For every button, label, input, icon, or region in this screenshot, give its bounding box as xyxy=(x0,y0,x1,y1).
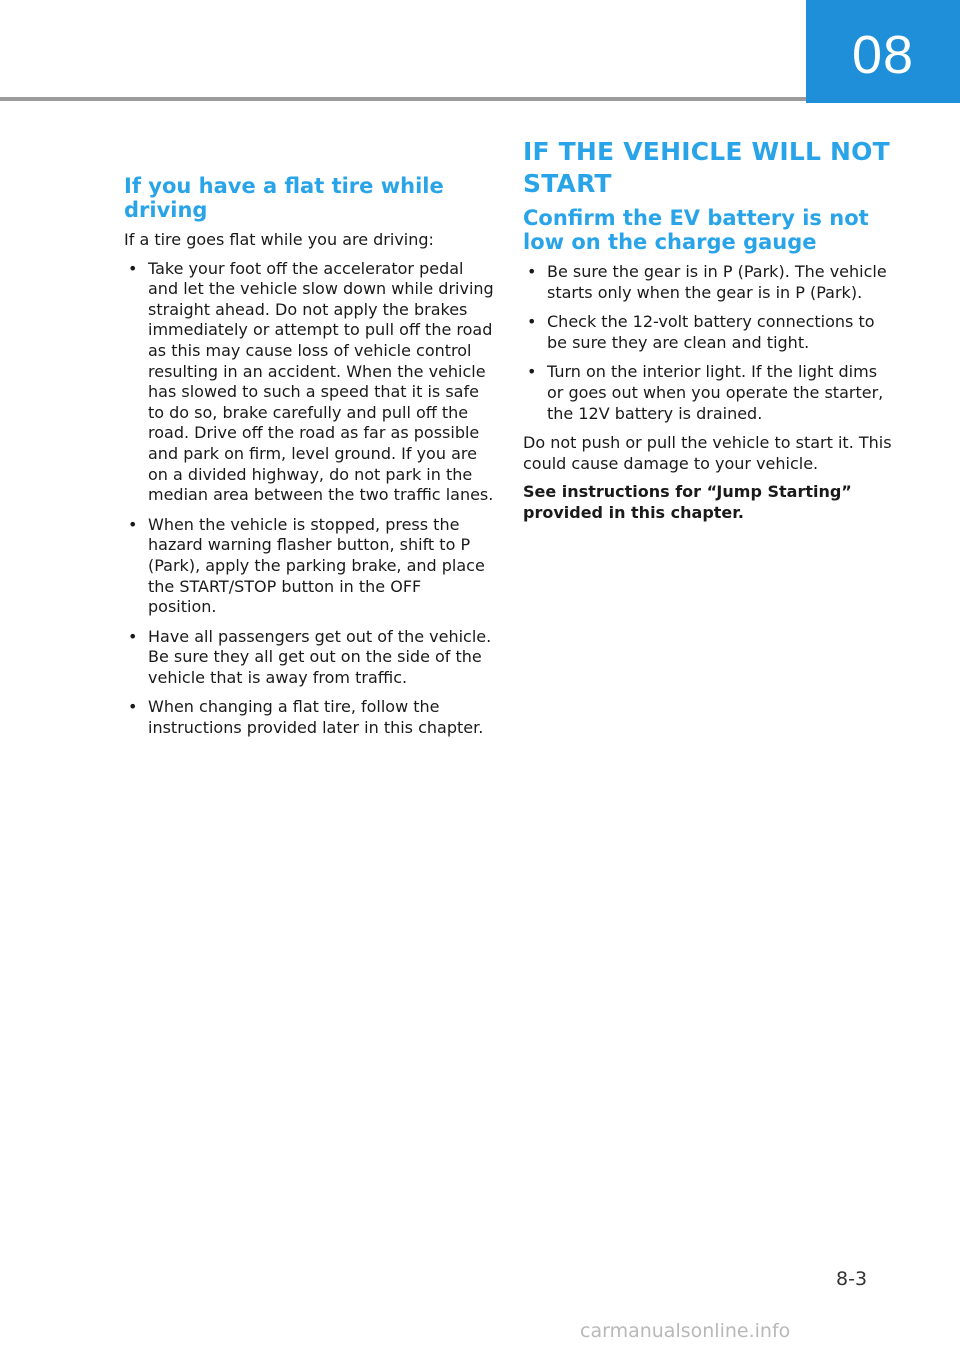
jump-start-reference: See instructions for “Jump Starting” provided in this chapter. xyxy=(523,482,852,522)
section-heading-flat-tire: If you have a flat tire while driving xyxy=(124,174,444,222)
list-item: • Have all passengers get out of the vehicle. Be sure they all get out on the side of the vehicle that is away from traffic. xyxy=(128,626,492,687)
header-rule xyxy=(0,97,806,101)
bullet-icon: • xyxy=(128,258,138,278)
right-column xyxy=(523,136,893,532)
list-item: • When changing a flat tire, follow the instructions provided later in this chapter. xyxy=(128,697,484,738)
list-item: • Take your foot off the accelerator pedal and let the vehicle slow down while driving straight ahead. Do not apply the brakes immediately or attempt to pull off the road as this may cause loss of vehicle control resulting in an accident. When the vehicle has slowed to such a speed that it is safe to do so, brake carefully and pull off the road. Drive off the road as far as possible and park on firm, level ground. If you are on a divided highway, do not park in the median area between the two traffic lanes. xyxy=(128,258,494,505)
left-column xyxy=(124,174,494,748)
bullet-icon: • xyxy=(128,697,138,717)
bullet-icon: • xyxy=(527,262,537,281)
bullet-icon: • xyxy=(527,362,537,382)
section-title-will-not-start: IF THE VEHICLE WILL NOT START xyxy=(523,137,890,198)
bullet-icon: • xyxy=(527,312,537,332)
warning-note: Do not push or pull the vehicle to start it. This could cause damage to your vehicle. xyxy=(523,433,892,473)
intro-text: If a tire goes flat while you are driving: xyxy=(124,230,434,249)
list-item: • When the vehicle is stopped, press the hazard warning flasher button, shift to P (Park), apply the parking brake, and place the START/STOP button in the OFF position. xyxy=(128,514,485,617)
will-not-start-bullet-list xyxy=(523,262,893,424)
section-heading-ev-battery: Confirm the EV battery is not low on the charge gauge xyxy=(523,206,869,254)
list-item: • Be sure the gear is in P (Park). The vehicle starts only when the gear is in P (Park). xyxy=(527,262,887,302)
bullet-icon: • xyxy=(128,626,138,646)
bullet-icon: • xyxy=(128,514,138,534)
chapter-tab: 08 xyxy=(806,0,960,103)
list-item: • Turn on the interior light. If the light dims or goes out when you operate the starter, the 12V battery is drained. xyxy=(527,362,884,423)
flat-tire-bullet-list xyxy=(124,259,494,739)
list-item: • Check the 12-volt battery connections to be sure they are clean and tight. xyxy=(527,312,875,352)
page-number: 8-3 xyxy=(836,1268,868,1290)
watermark: carmanualsonline.info xyxy=(580,1320,791,1342)
